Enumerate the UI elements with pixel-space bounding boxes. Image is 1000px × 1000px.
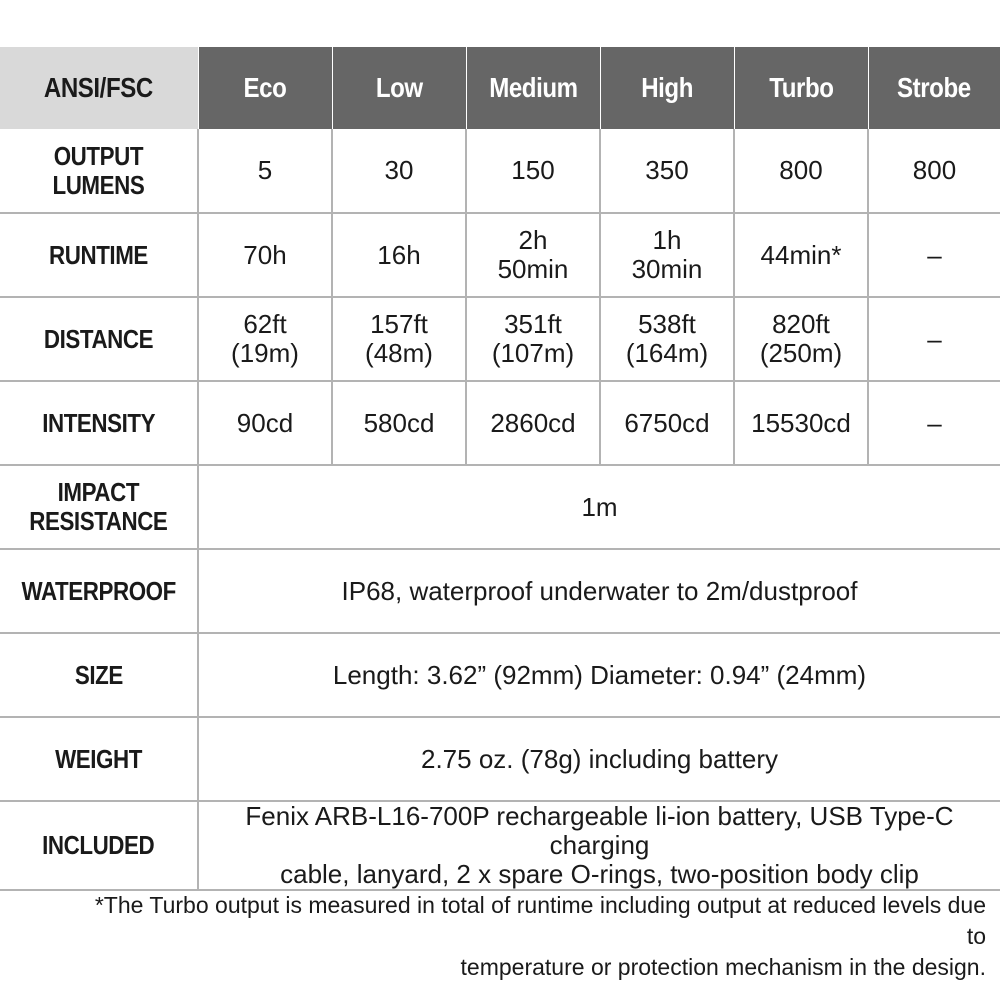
cell-output-low: 30 [332, 129, 466, 213]
cell-intensity-turbo: 15530cd [734, 381, 868, 465]
cell-output-medium: 150 [466, 129, 600, 213]
row-label-size: SIZE [0, 633, 198, 717]
header-mode-high: High [600, 47, 734, 129]
cell-intensity-eco: 90cd [198, 381, 332, 465]
cell-intensity-medium: 2860cd [466, 381, 600, 465]
cell-output-turbo: 800 [734, 129, 868, 213]
cell-distance-low: 157ft (48m) [332, 297, 466, 381]
cell-runtime-medium: 2h 50min [466, 213, 600, 297]
row-size [0, 633, 1000, 717]
row-runtime [0, 213, 1000, 297]
cell-distance-turbo: 820ft (250m) [734, 297, 868, 381]
cell-runtime-eco: 70h [198, 213, 332, 297]
cell-distance-strobe: – [868, 297, 1000, 381]
row-label-impact-resistance: IMPACT RESISTANCE [0, 465, 198, 549]
cell-distance-eco: 62ft (19m) [198, 297, 332, 381]
cell-intensity-low: 580cd [332, 381, 466, 465]
row-label-weight: WEIGHT [0, 717, 198, 801]
cell-intensity-high: 6750cd [600, 381, 734, 465]
row-label-output-lumens: OUTPUT LUMENS [0, 129, 198, 213]
row-label-intensity: INTENSITY [0, 381, 198, 465]
spec-table [0, 47, 1000, 891]
cell-output-strobe: 800 [868, 129, 1000, 213]
cell-output-high: 350 [600, 129, 734, 213]
cell-output-eco: 5 [198, 129, 332, 213]
row-distance [0, 297, 1000, 381]
header-mode-medium: Medium [466, 47, 600, 129]
cell-distance-high: 538ft (164m) [600, 297, 734, 381]
cell-impact-resistance: 1m [198, 465, 1000, 549]
row-label-runtime: RUNTIME [0, 213, 198, 297]
header-corner-cell [0, 47, 198, 129]
cell-runtime-strobe: – [868, 213, 1000, 297]
cell-size: Length: 3.62” (92mm) Diameter: 0.94” (24mm) [198, 633, 1000, 717]
row-label-distance: DISTANCE [0, 297, 198, 381]
row-label-included: INCLUDED [0, 801, 198, 890]
row-intensity [0, 381, 1000, 465]
cell-runtime-low: 16h [332, 213, 466, 297]
header-corner-label: ANSI/FSC [44, 72, 154, 103]
header-row [0, 47, 1000, 129]
cell-included: Fenix ARB-L16-700P rechargeable li-ion battery, USB Type-C charging cable, lanyard, 2 x spare O-rings, two-position body clip [198, 801, 1000, 890]
header-mode-eco: Eco [198, 47, 332, 129]
row-output-lumens [0, 129, 1000, 213]
cell-runtime-high: 1h 30min [600, 213, 734, 297]
turbo-footnote: *The Turbo output is measured in total of runtime including output at reduced levels due to temperature or protection mechanism in the design. [94, 892, 986, 980]
header-mode-strobe: Strobe [868, 47, 1000, 129]
row-impact-resistance [0, 465, 1000, 549]
row-weight [0, 717, 1000, 801]
cell-runtime-turbo: 44min* [734, 213, 868, 297]
header-mode-turbo: Turbo [734, 47, 868, 129]
row-waterproof [0, 549, 1000, 633]
cell-distance-medium: 351ft (107m) [466, 297, 600, 381]
row-included [0, 801, 1000, 890]
header-mode-low: Low [332, 47, 466, 129]
row-label-waterproof: WATERPROOF [0, 549, 198, 633]
cell-intensity-strobe: – [868, 381, 1000, 465]
cell-weight: 2.75 oz. (78g) including battery [198, 717, 1000, 801]
cell-waterproof: IP68, waterproof underwater to 2m/dustproof [198, 549, 1000, 633]
